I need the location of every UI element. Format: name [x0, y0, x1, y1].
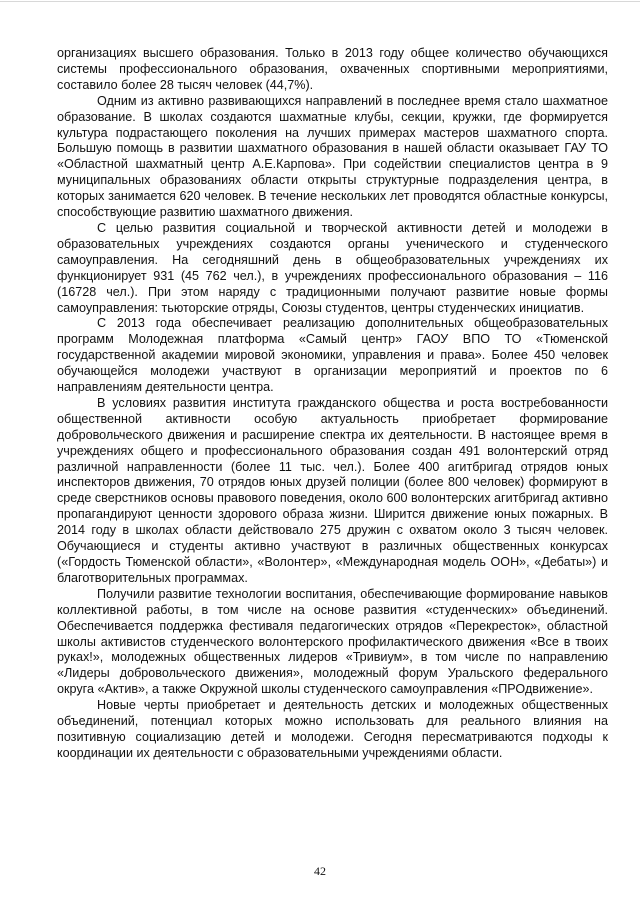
- paragraph-student-self-government: С целью развития социальной и творческой активности детей и молодежи в образовательных учреждениях создаются органы ученического и студенческого самоуправления. На сегодняшний день в общеобразовательных учреждениях их функционирует 931 (45 762 чел.), в учреждениях профессионального образования – 116 (16728 чел.). При этом наряду с традиционными получают развитие новые формы самоуправления: тьюторские отряды, Союзы студентов, центры студенческих инициатив.: [57, 220, 608, 315]
- paragraph-upbringing-technologies: Получили развитие технологии воспитания, обеспечивающие формирование навыков коллективной работы, в том числе на основе развития «студенческих» объединений. Обеспечивается поддержка фестиваля педагогических отрядов «Перекресток», областной школы активистов студенческого волонтерского профилактического движения «Все в твоих руках!», молодежных общественных лидеров «Тривиум», в том числе по направлению «Лидеры добровольческого движения», молодежный форум Уральского федерального округа «Актив», а также Окружной школы студенческого самоуправления «ПРОдвижение».: [57, 586, 608, 697]
- paragraph-continuation: организациях высшего образования. Только в 2013 году общее количество обучающихся системы профессионального образования, охваченных спортивными мероприятиями, составило более 28 тысяч человек (44,7%).: [57, 46, 608, 92]
- paragraph-youth-platform: С 2013 года обеспечивает реализацию дополнительных общеобразовательных программ Молодежная платформа «Самый центр» ГАОУ ВПО ТО «Тюменской государственной академии мировой экономики, управления и права». Более 450 человек обучающейся молодежи участвуют в организации мероприятий и проектов по 6 направлениям деятельности центра.: [57, 316, 608, 395]
- scan-top-edge: [0, 1, 640, 2]
- paragraph-volunteer-movement: В условиях развития института гражданского общества и роста востребованности общественной активности особую актуальность приобретает формирование добровольческого движения и расширение спектра их деятельности. В настоящее время в учреждениях общего и профессионального образования создан 491 волонтерский отряд различной направленности (более 11 тыс. чел.). Более 400 агитбригад отрядов юных инспекторов движения, 70 отрядов юных друзей полиции (более 800 человек) формируют в среде сверстников основы правового поведения, около 600 волонтерских агитбригад активно пропагандируют ценности здорового образа жизни. Ширится движение юных пожарных. В 2014 году в школах области действовало 275 дружин с охватом около 3 тысяч человек. Обучающиеся и студенты активно участвуют в различных общественных конкурсах («Гордость Тюменской области», «Волонтер», «Международная модель ООН», «Дебаты») и благотворительных программах.: [57, 395, 608, 585]
- paragraph-chess-education: Одним из активно развивающихся направлений в последнее время стало шахматное образование. В школах создаются шахматные клубы, секции, кружки, где формируется культура подрастающего поколения на лучших примерах мастеров шахматного спорта. Большую помощь в развитии шахматного образования в нашей области оказывает ГАУ ТО «Областной шахматный центр А.Е.Карпова». При содействии специалистов центра в 9 муниципальных образованиях области открыты структурные подразделения центра, в которых занимается 620 человек. В течение нескольких лет проводятся областные конкурсы, способствующие развитию шахматного движения.: [57, 93, 608, 220]
- paragraph-youth-associations: Новые черты приобретает и деятельность детских и молодежных общественных объединений, потенциал которых можно использовать для реального влияния на позитивную социализацию детей и молодежи. Сегодня пересматриваются подходы к координации их деятельности с образовательными учреждениями области.: [57, 698, 608, 760]
- page-number: 42: [314, 864, 326, 878]
